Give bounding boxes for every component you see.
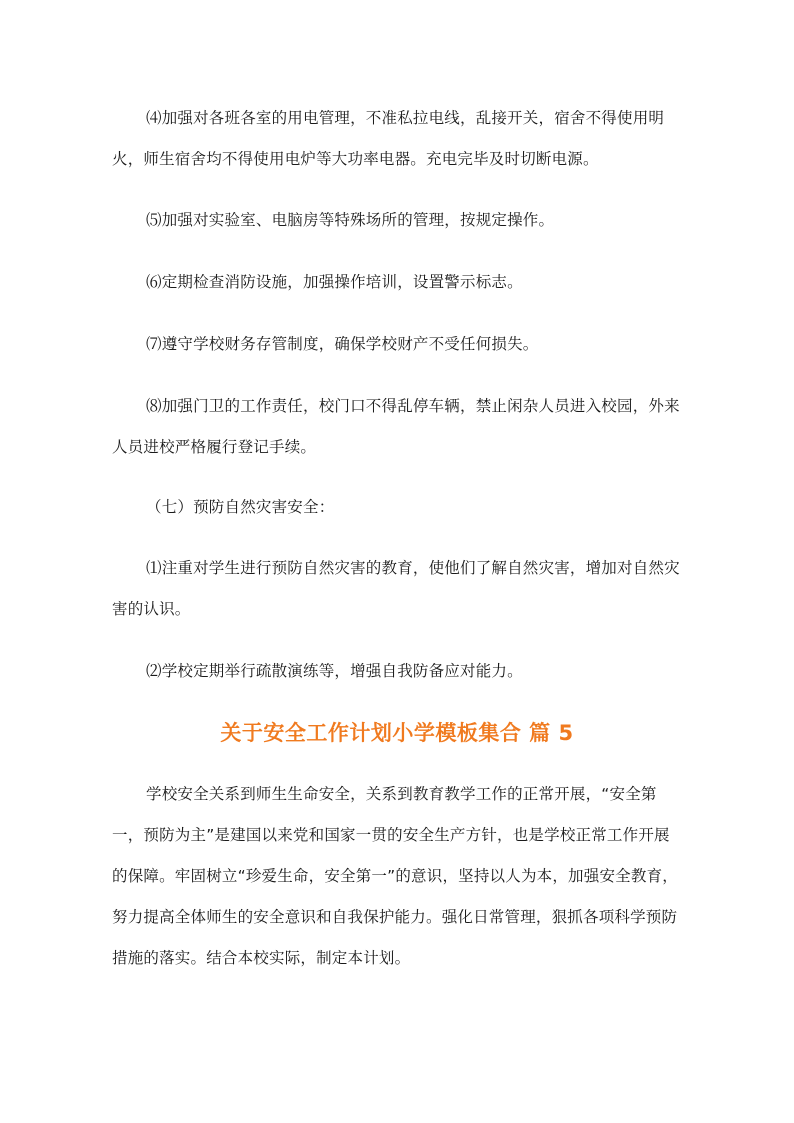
paragraph-special-rooms: ⑸加强对实验室、电脑房等特殊场所的管理，按规定操作。 (146, 211, 555, 229)
paragraph-evacuation-drill: ⑵学校定期举行疏散演练等，增强自我防备应对能力。 (146, 662, 523, 680)
paragraph-disaster-education: ⑴注重对学生进行预防自然灾害的教育，使他们了解自然灾害，增加对自然灾害的认识。 (112, 559, 680, 618)
paragraph-gatekeeper: ⑻加强门卫的工作责任，校门口不得乱停车辆，禁止闲杂人员进入校园，外来人员进校严格履行登记手续。 (112, 397, 680, 456)
article-heading: 关于安全工作计划小学模板集合 篇 5 (220, 721, 574, 745)
paragraph-intro: 学校安全关系到师生生命安全，关系到教育教学工作的正常开展，“安全第一，预防为主”是建国以来党和国家一贯的安全生产方针，也是学校正常工作开展的保障。牢固树立“珍爱生命，安全第一”的意识，坚持以人为本，加强安全教育，努力提高全体师生的安全意识和自我保护能力。强化日常管理，狠抓各项科学预防措施的落实。结合本校实际，制定本计划。 (112, 785, 678, 967)
paragraph-finance: ⑺遵守学校财务存管制度，确保学校财产不受任何损失。 (146, 335, 539, 353)
section-heading-natural-disaster: （七）预防自然灾害安全： (146, 498, 335, 516)
paragraph-electricity: ⑷加强对各班各室的用电管理，不准私拉电线，乱接开关，宿舍不得使用明火，师生宿舍均不得使用电炉等大功率电器。充电完毕及时切断电源。 (112, 109, 665, 168)
paragraph-fire-facilities: ⑹定期检查消防设施，加强操作培训，设置警示标志。 (146, 273, 523, 291)
